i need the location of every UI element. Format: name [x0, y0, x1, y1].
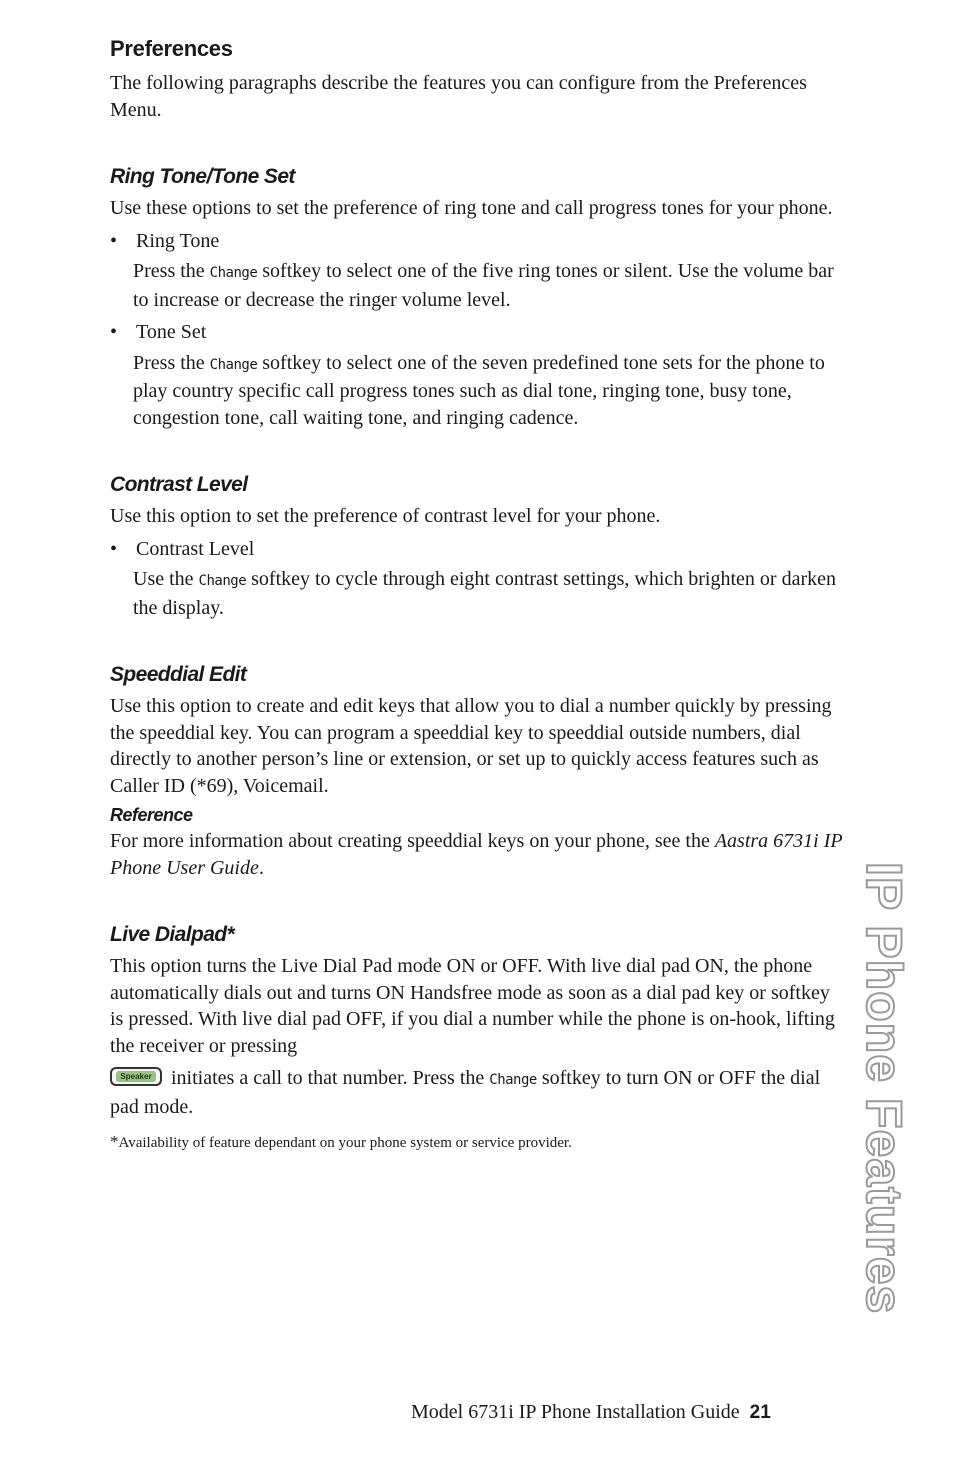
ring-tone-section — [110, 165, 845, 431]
speeddial-body: Use this option to create and edit keys that allow you to dial a number quickly by pressing the speeddial key. You can program a speeddial key to speeddial outside numbers, dial directly to another person’s line or extension, or set up to quickly access features such as Caller ID (*69), Voicemail. — [110, 695, 832, 797]
bullet-tone-set — [110, 319, 845, 346]
bullet-ring-tone — [110, 228, 845, 255]
bullet-contrast-level — [110, 536, 845, 563]
contrast-heading: Contrast Level — [110, 473, 248, 496]
reference-heading: Reference — [110, 805, 193, 825]
text-fragment: softkey to select one of the seven predefined tone sets for the phone to play country specific call progress tones such as dial tone, ringing tone, busy tone, congestion tone, call waiting tone, and ringing cadence. — [133, 351, 825, 429]
text-fragment: For more information about creating speeddial keys on your phone, see the — [110, 830, 710, 852]
change-softkey-label: Change — [209, 356, 258, 373]
footer-title: Model 6731i IP Phone Installation Guide — [411, 1401, 740, 1423]
live-dialpad-heading: Live Dialpad* — [110, 923, 235, 946]
text-fragment: softkey to cycle through eight contrast settings, which brighten or darken the display. — [133, 568, 836, 619]
section-side-tab: IP Phone Features — [856, 862, 912, 1315]
preferences-intro: The following paragraphs describe the features you can configure from the Preferences Menu. — [110, 72, 807, 121]
contrast-intro: Use this option to set the preference of contrast level for your phone. — [110, 505, 661, 527]
text-fragment: . — [258, 856, 264, 879]
bullet-dot: • — [110, 537, 118, 560]
ring-tone-description — [133, 258, 845, 313]
tone-set-description — [133, 350, 845, 432]
speeddial-heading: Speeddial Edit — [110, 663, 247, 686]
text-fragment: softkey to turn ON or OFF the dial pad mode. — [110, 1067, 821, 1118]
footnote-text: Availability of feature dependant on your phone system or service provider. — [118, 1135, 572, 1151]
page-footer — [411, 1401, 771, 1424]
speaker-key-label: Speaker — [116, 1071, 156, 1082]
ring-tone-heading: Ring Tone/Tone Set — [110, 165, 295, 188]
availability-footnote — [110, 1132, 845, 1153]
text-fragment: Use the — [133, 568, 194, 590]
live-dialpad-section — [110, 923, 845, 1153]
footnote-star: * — [110, 1132, 119, 1151]
preferences-heading: Preferences — [110, 36, 233, 61]
change-softkey-label: Change — [489, 1072, 537, 1088]
change-softkey-label: Change — [209, 265, 258, 281]
text-fragment: initiates a call to that number. Press the — [171, 1067, 485, 1089]
reference-body — [110, 828, 845, 881]
user-guide-title: Aastra 6731i IP Phone User Guide — [110, 830, 843, 879]
text-fragment: Press the — [133, 351, 205, 374]
speaker-key-icon — [110, 1067, 162, 1086]
contrast-description — [133, 566, 845, 621]
contrast-section — [110, 473, 845, 621]
bullet-label: Contrast Level — [136, 537, 255, 560]
ring-tone-intro: Use these options to set the preference of ring tone and call progress tones for your phone. — [110, 197, 833, 219]
bullet-label: Tone Set — [136, 321, 207, 343]
bullet-dot: • — [110, 229, 118, 252]
page-number: 21 — [749, 1402, 771, 1423]
page-content — [110, 36, 845, 1153]
change-softkey-label: Change — [198, 573, 247, 589]
live-dialpad-body-continued — [110, 1065, 845, 1120]
text-fragment: softkey to select one of the five ring tones or silent. Use the volume bar to increase or decrease the ringer volume level. — [133, 260, 834, 311]
text-fragment: Press the — [133, 260, 205, 282]
live-dialpad-body: This option turns the Live Dial Pad mode ON or OFF. With live dial pad ON, the phone automatically dials out and turns ON Handsfree mode as soon as a dial pad key or softkey is pressed. With live dial pad OFF, if you dial a number while the phone is on-hook, lifting the receiver or pressing — [110, 955, 835, 1057]
speeddial-section — [110, 663, 845, 881]
bullet-dot: • — [110, 321, 118, 343]
bullet-label: Ring Tone — [136, 229, 220, 252]
